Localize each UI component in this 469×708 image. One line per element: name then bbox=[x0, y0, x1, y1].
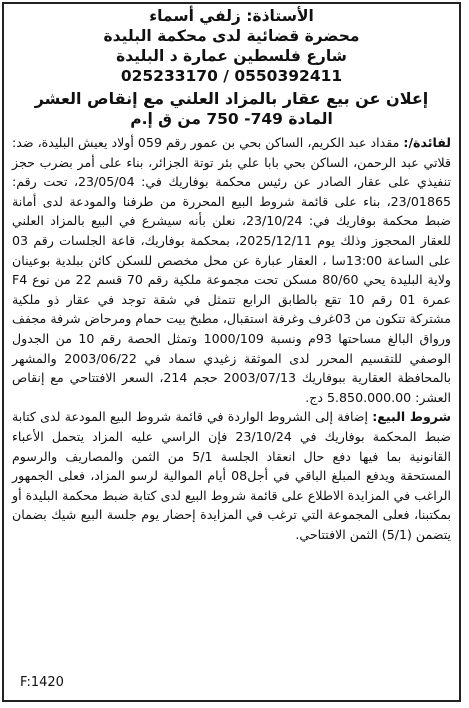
conditions-label: شروط البيع: bbox=[372, 409, 451, 425]
beneficiary-label: لفائدة/: bbox=[403, 135, 452, 150]
phone-numbers: 025233170 / 0550392411 bbox=[120, 67, 343, 85]
sale-conditions-paragraph bbox=[12, 407, 451, 544]
notice-body bbox=[4, 129, 459, 544]
office-address: شارع فلسطين عمارة د البليدة bbox=[116, 47, 347, 65]
sale-conditions-text: إضافة إلى الشروط الواردة في قائمة شروط البيع المودعة لدى كتابة ضبط المحكمة بوفاريك في 23/10/24 فإن الراسي عليه المزاد يتحمل الأعباء القانونية بما فيها دفع حال انعقاد الجلسة 5/1 من الثمن والمصاريف والرسوم المستحقة ويدفع المبلغ الباقي في أجل08 أيام الموالية لرسو المزاد، فعلى الجمهور الراغب في المزايدة الاطلاع على قائمة شروط البيع لدى كتابة ضبط محكمة البليدة أو بمكتبنا، فعلى المجموعة التي ترغب في المزايدة إحضار يوم جلسة البيع شيك بضمان يتضمن (5/1) الثمن الافتتاحي. bbox=[12, 409, 451, 542]
notice-header bbox=[4, 4, 459, 129]
auction-notice bbox=[2, 2, 461, 702]
legal-article: المادة 749- 750 من ق إ.م bbox=[130, 110, 333, 128]
sale-details-text: مقداد عبد الكريم، الساكن بحي بن عمور رقم 059 أولاد يعيش البليدة، ضد: قلاتي عبد الرحمن، الساكن بحي بابا علي بئر توتة الجزائر، بناء على أمر بضرب حجز تنفيذي على عقار الصادر عن رئيس محكمة بوفاريك في: 23/05/04، تحت رقم: 23/01865، بناء على قائمة شروط البيع المحررة من طرفنا والمودعة لدى أمانة ضبط محكمة بوفاريك في: 23/10/24، نعلن بأنه سيشرع في البيع بالمزاد العلني للعقار المحجوز وذلك يوم 2025/12/11، بمحكمة بوفاريك، قاعة الجلسات رقم 03 على الساعة 13:00سا ، العقار عبارة عن محل مخصص للسكن كائن ببلدية بوعينان ولاية البليدة يحي 80/60 مسكن تحت مجموعة ملكية رقم 70 قسم 22 من نوع F4 عمرة 01 رقم 10 تقع بالطابق الرابع تتمثل في شقة توجد في عقار ذو ملكية مشتركة تتكون من 03غرف وغرفة استقبال، مطبخ بيت حمام ومرحاض شرفة مجفف ورواق البالغ مساحتها 93م ونسبة 1000/109 وتمثل الحصة رقم 10 من الجدول الوصفي للتقسيم المحرر لدى الموثقة زغيدي سماد في 2003/06/22 والمشهر بالمحافظة العقارية ببوفاريك 2003/07/13 حجم 214، السعر الافتتاحي مع إنقاص العشر: 5.850.000.00 دج. bbox=[12, 135, 451, 405]
announcement-title: إعلان عن بيع عقار بالمزاد العلني مع إنقاص العشر bbox=[34, 89, 429, 108]
bailiff-name: الأستاذة: زلفي أسماء bbox=[149, 7, 314, 25]
reference-number: F:1420 bbox=[20, 675, 64, 690]
sale-details-paragraph bbox=[12, 133, 451, 407]
office-title: محضرة قضائية لدى محكمة البليدة bbox=[103, 27, 360, 45]
